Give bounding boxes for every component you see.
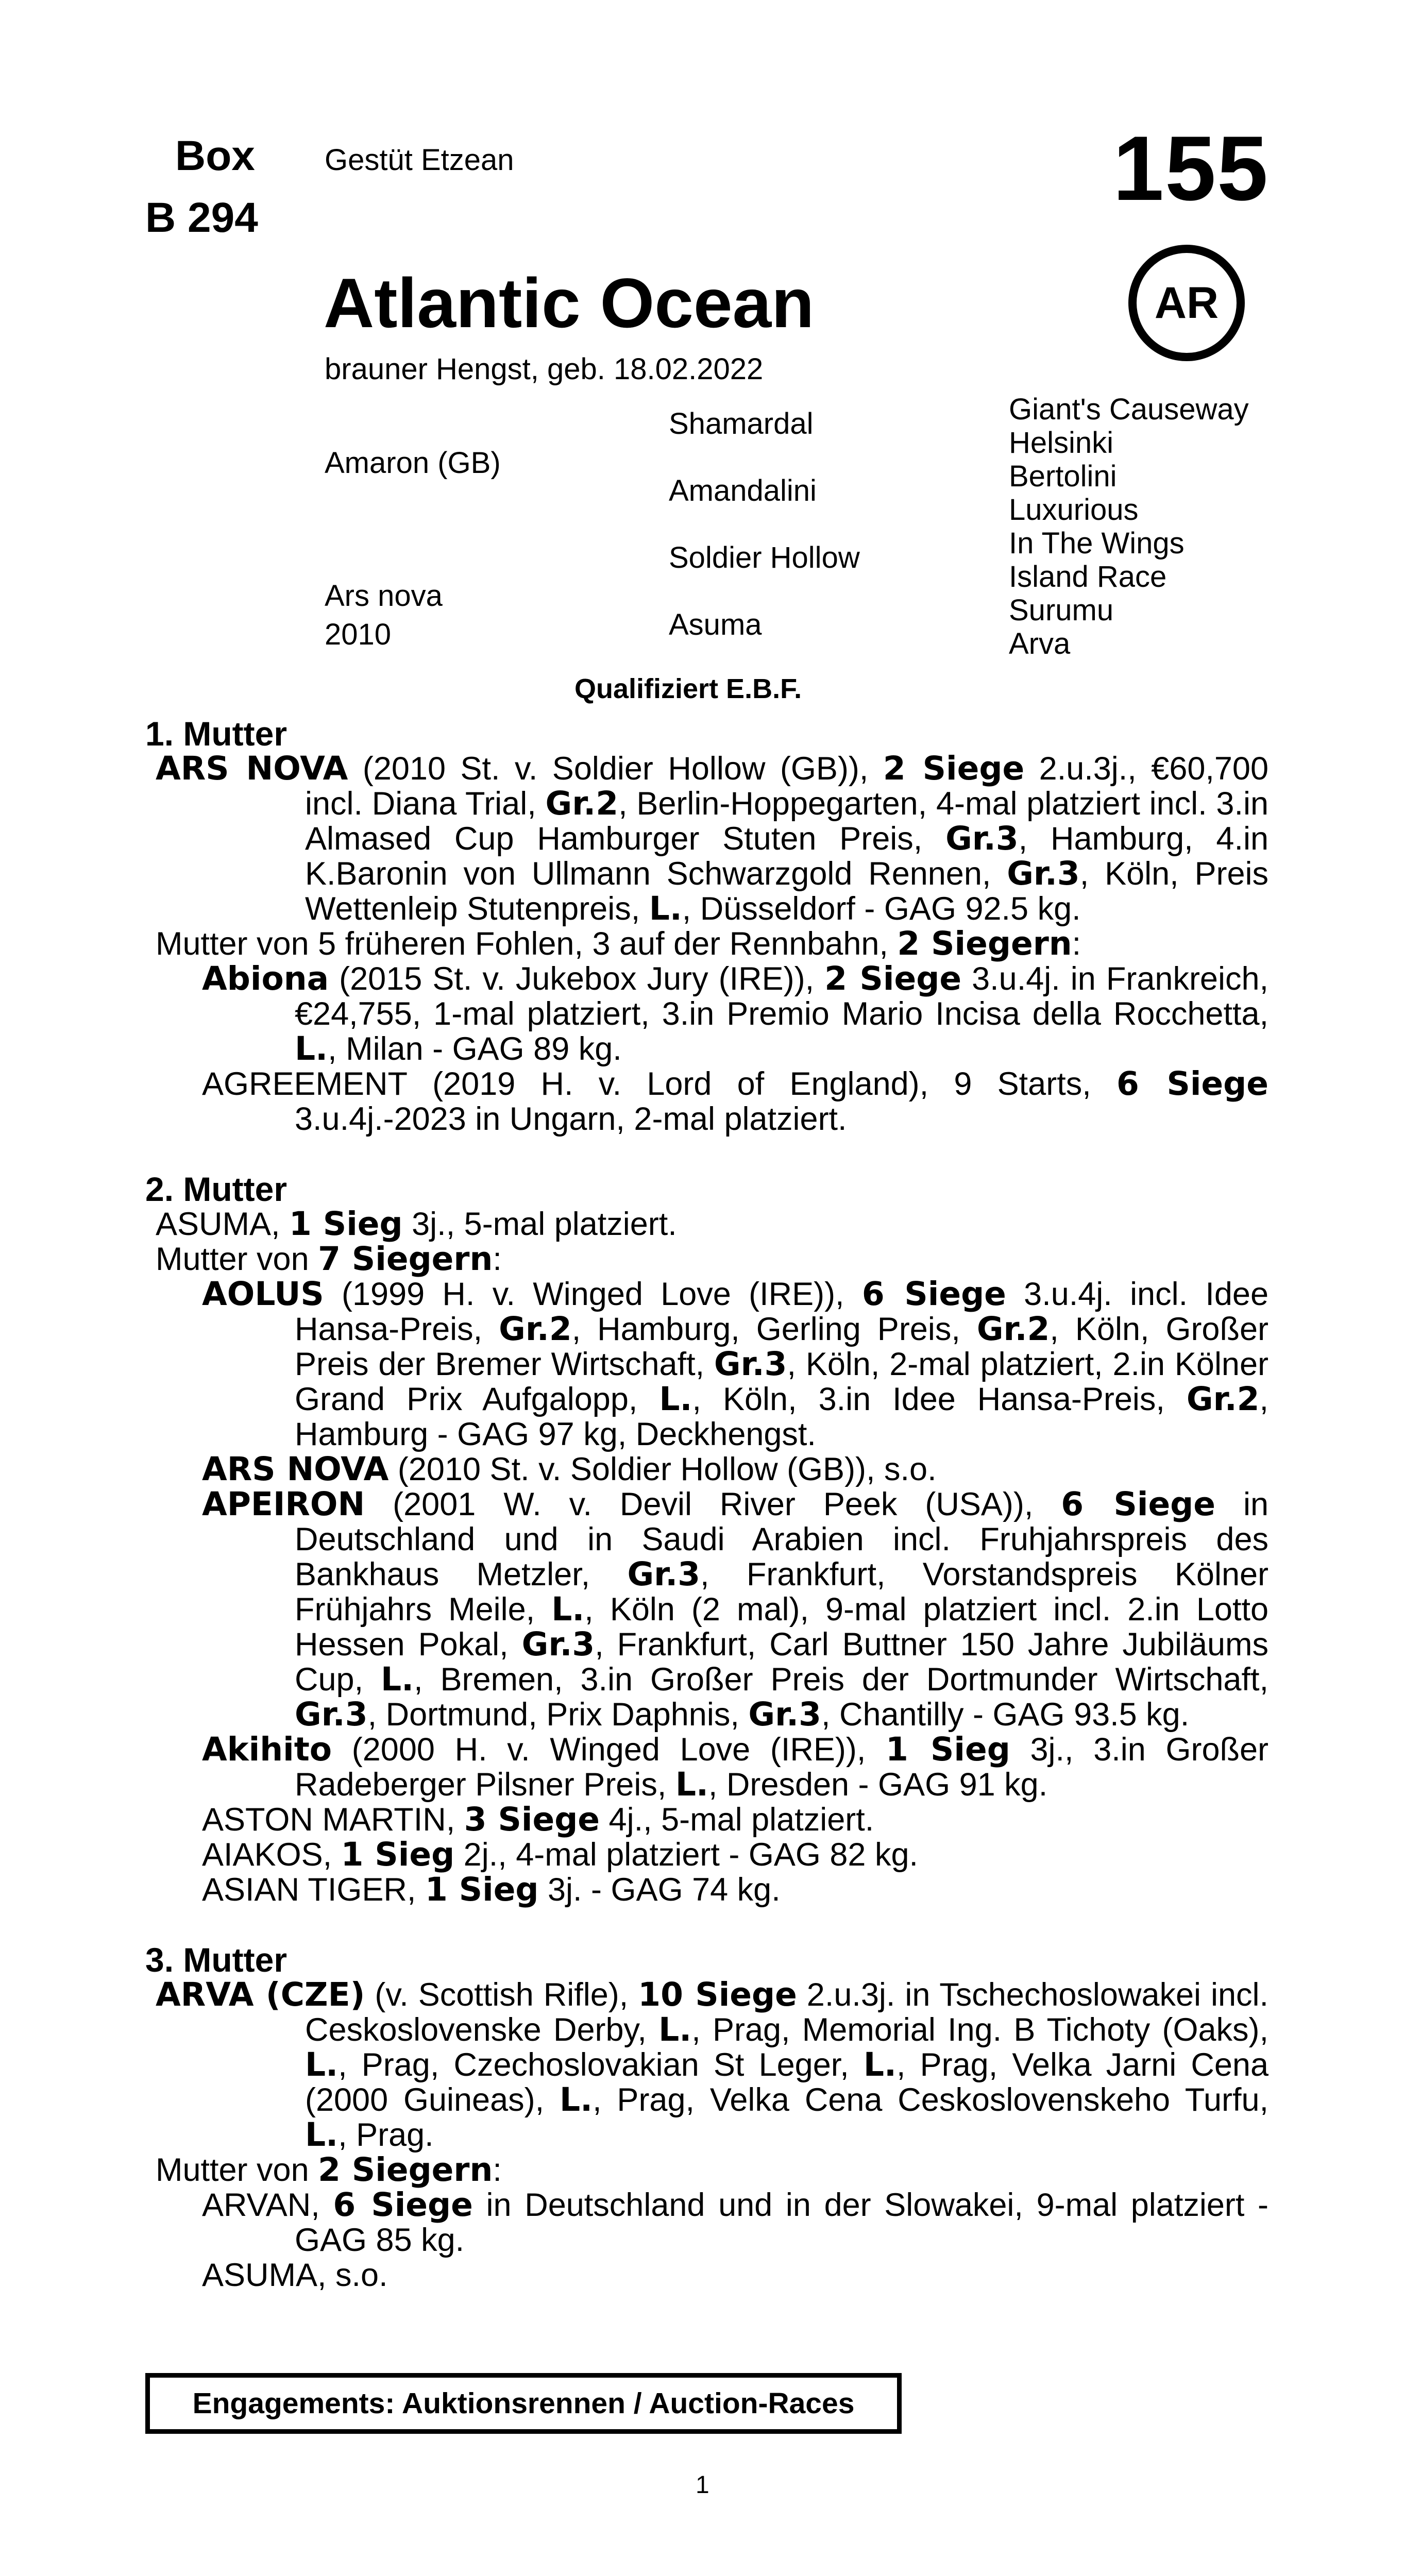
body-text: 2.u.3j. in Tschechoslowakei incl. Ceskoslovenske Derby,: [305, 1977, 1269, 2048]
pedigree-g3-5: In The Wings: [1009, 527, 1185, 560]
emphasis-text: ARS NOVA: [202, 1450, 389, 1488]
body-text: , Hamburg, Gerling Preis,: [571, 1311, 977, 1347]
pedigree-dam-dam: Asuma: [669, 608, 762, 641]
body-text: ARVAN,: [202, 2187, 333, 2223]
emphasis-text: Gr.3: [295, 1696, 368, 1733]
body-text: , Köln, Preis Wettenleip Stutenpreis,: [305, 856, 1268, 927]
horse-description: brauner Hengst, geb. 18.02.2022: [325, 352, 764, 386]
body-text: 2j., 4-mal platziert - GAG 82 kg.: [454, 1837, 918, 1873]
emphasis-text: Gr.2: [1186, 1380, 1260, 1418]
emphasis-text: 2 Siegern: [897, 925, 1072, 962]
race-record-entry: [145, 2188, 1268, 2258]
breeder: Gestüt Etzean: [325, 143, 514, 177]
emphasis-text: 2 Siege: [824, 960, 962, 997]
family-sections: [145, 716, 1268, 2293]
section-heading: 1. Mutter: [145, 715, 287, 753]
lot-number: 155: [1113, 117, 1269, 219]
emphasis-text: Gr.2: [976, 1310, 1050, 1348]
emphasis-text: Gr.3: [748, 1696, 821, 1733]
emphasis-text: Gr.3: [627, 1555, 701, 1593]
emphasis-text: 2 Siege: [883, 750, 1025, 787]
emphasis-text: L.: [658, 2011, 692, 2048]
body-text: , Prag, Velka Jarni Cena (2000 Guineas),: [305, 2047, 1268, 2118]
race-record-entry: [145, 961, 1268, 1066]
emphasis-text: 10 Siege: [638, 1976, 797, 2013]
body-text: , Prag.: [338, 2117, 434, 2153]
section-spacer: [145, 1137, 1268, 1172]
emphasis-text: L.: [551, 1590, 585, 1628]
body-text: :: [493, 2152, 502, 2188]
emphasis-text: Gr.2: [545, 785, 619, 822]
offspring-summary: [145, 1242, 1268, 1277]
emphasis-text: Akihito: [202, 1731, 332, 1768]
offspring-summary: [145, 1207, 1268, 1242]
body-text: 2.u.3j., €60,700 incl. Diana Trial,: [305, 751, 1269, 822]
body-text: AGREEMENT (2019 H. v. Lord of England), 9 Starts,: [202, 1066, 1117, 1102]
body-text: , Chantilly - GAG 93.5 kg.: [821, 1697, 1190, 1733]
emphasis-text: Abiona: [202, 960, 329, 997]
body-text: (2015 St. v. Jukebox Jury (IRE)),: [329, 961, 825, 997]
body-text: (2001 W. v. Devil River Peek (USA)),: [365, 1486, 1061, 1522]
race-record-entry: [145, 1732, 1268, 1802]
body-text: , Bremen, 3.in Großer Preis der Dortmunder Wirtschaft,: [414, 1662, 1268, 1698]
pedigree-g3-6: Island Race: [1009, 560, 1167, 594]
offspring-summary: [145, 2153, 1268, 2188]
body-text: :: [1072, 926, 1081, 962]
emphasis-text: Gr.3: [1007, 855, 1080, 892]
pedigree-g3-3: Bertolini: [1009, 460, 1117, 493]
emphasis-text: 2 Siegern: [318, 2151, 493, 2189]
body-text: Mutter von: [156, 1241, 318, 1277]
pedigree-third-gen: [1009, 393, 1249, 660]
emphasis-text: Gr.3: [945, 820, 1019, 857]
pedigree-g3-4: Luxurious: [1009, 493, 1139, 527]
emphasis-text: ARS NOVA: [156, 750, 348, 787]
pedigree-sire-sire: Shamardal: [669, 407, 814, 440]
body-text: (2000 H. v. Winged Love (IRE)),: [332, 1732, 886, 1768]
body-text: , Köln, 2-mal platziert, 2.in Kölner Grand Prix Aufgalopp,: [295, 1346, 1268, 1417]
body-text: , Berlin-Hoppegarten, 4-mal platziert incl. 3.in Almased Cup Hamburger Stuten Preis,: [305, 786, 1268, 857]
body-text: , Prag, Memorial Ing. B Tichoty (Oaks),: [691, 2012, 1268, 2048]
body-text: , Frankfurt, Vorstandspreis Kölner Frühjahrs Meile,: [295, 1556, 1268, 1628]
emphasis-text: 6 Siege: [333, 2186, 473, 2224]
race-record-entry: [145, 1452, 1268, 1487]
race-record-entry: [145, 1977, 1268, 2153]
emphasis-text: 6 Siege: [1116, 1065, 1268, 1103]
pedigree-sire-dam: Amandalini: [669, 474, 817, 507]
emphasis-text: Gr.3: [714, 1345, 787, 1383]
body-text: , Hamburg - GAG 97 kg, Deckhengst.: [295, 1381, 1268, 1452]
pedigree-sire: Amaron (GB): [325, 446, 501, 480]
body-text: 3j., 5-mal platziert.: [402, 1206, 677, 1242]
emphasis-text: 3 Siege: [464, 1801, 600, 1838]
body-text: ASTON MARTIN,: [202, 1802, 464, 1838]
pedigree-dam: Ars nova: [325, 579, 443, 613]
body-text: 3.u.4j. in Frankreich, €24,755, 1-mal platziert, 3.in Premio Mario Incisa della Rocchetta,: [295, 961, 1268, 1032]
horse-name: Atlantic Ocean: [324, 264, 815, 342]
body-text: (2010 St. v. Soldier Hollow (GB)), s.o.: [388, 1451, 937, 1487]
body-text: , Frankfurt, Carl Buttner 150 Jahre Jubiläums Cup,: [295, 1626, 1269, 1698]
race-record-entry: [145, 751, 1268, 926]
page-number: 1: [696, 2471, 709, 2499]
body-text: , Köln (2 mal), 9-mal platziert incl. 2.in Lotto Hessen Pokal,: [295, 1591, 1268, 1663]
body-text: ASUMA,: [156, 1206, 290, 1242]
body-text: , Düsseldorf - GAG 92.5 kg.: [682, 891, 1081, 927]
emphasis-text: L.: [305, 2116, 339, 2154]
pedigree-g3-2: Helsinki: [1009, 426, 1114, 460]
emphasis-text: L.: [559, 2081, 593, 2119]
pedigree-dam-year: 2010: [325, 618, 392, 651]
emphasis-text: L.: [295, 1030, 328, 1067]
race-record-entry: [145, 1872, 1268, 1907]
pedigree-g3-7: Surumu: [1009, 594, 1114, 627]
race-record-entry: [145, 2258, 1268, 2293]
body-text: , Prag, Velka Cena Ceskoslovenskeho Turfu,: [593, 2082, 1269, 2118]
emphasis-text: L.: [649, 890, 682, 927]
box-number: B 294: [145, 194, 258, 241]
body-text: (1999 H. v. Winged Love (IRE)),: [324, 1276, 862, 1312]
emphasis-text: 1 Sieg: [341, 1836, 455, 1873]
body-text: ASUMA, s.o.: [202, 2257, 388, 2293]
body-text: in Deutschland und in der Slowakei, 9-mal platziert - GAG 85 kg.: [295, 2187, 1268, 2258]
emphasis-text: 6 Siege: [861, 1275, 1006, 1313]
body-text: :: [493, 1241, 502, 1277]
race-record-entry: [145, 1277, 1268, 1452]
body-text: (2010 St. v. Soldier Hollow (GB)),: [348, 751, 883, 787]
ar-badge: [1128, 245, 1245, 361]
emphasis-text: L.: [381, 1660, 414, 1698]
ar-badge-label: AR: [1154, 278, 1219, 328]
section-spacer: [145, 1907, 1268, 1942]
race-record-entry: [145, 1802, 1268, 1837]
emphasis-text: L.: [675, 1766, 708, 1803]
emphasis-text: 1 Sieg: [425, 1871, 539, 1908]
emphasis-text: ARVA (CZE): [156, 1976, 365, 2013]
body-text: , Dortmund, Prix Daphnis,: [367, 1697, 749, 1733]
body-text: 3j., 3.in Großer Radeberger Pilsner Preis,: [295, 1732, 1268, 1803]
pedigree-dam-sire: Soldier Hollow: [669, 541, 860, 574]
race-record-entry: [145, 1066, 1268, 1137]
body-text: , Prag, Czechoslovakian St Leger,: [338, 2047, 864, 2083]
emphasis-text: Gr.2: [499, 1310, 572, 1348]
race-record-entry: [145, 1837, 1268, 1872]
body-text: (v. Scottish Rifle),: [365, 1977, 638, 2013]
box-label: Box: [175, 132, 255, 179]
engagements-box: [145, 2373, 902, 2434]
offspring-summary: [145, 926, 1268, 961]
body-text: Mutter von 5 früheren Fohlen, 3 auf der Rennbahn,: [156, 926, 898, 962]
emphasis-text: 7 Siegern: [318, 1240, 493, 1278]
body-text: , Köln, Großer Preis der Bremer Wirtschaft,: [295, 1311, 1268, 1382]
pedigree-g3-8: Arva: [1009, 627, 1071, 660]
emphasis-text: L.: [863, 2046, 896, 2083]
emphasis-text: AOLUS: [202, 1275, 324, 1313]
section-heading: 3. Mutter: [145, 1941, 287, 1979]
engagements-text: Engagements: Auktionsrennen / Auction-Races: [192, 2387, 855, 2420]
body-text: 3.u.4j. incl. Idee Hansa-Preis,: [295, 1276, 1268, 1347]
body-text: 4j., 5-mal platziert.: [600, 1802, 874, 1838]
section-heading: 2. Mutter: [145, 1170, 287, 1208]
emphasis-text: 1 Sieg: [886, 1731, 1010, 1768]
body-text: , Dresden - GAG 91 kg.: [708, 1767, 1048, 1803]
body-text: 3.u.4j.-2023 in Ungarn, 2-mal platziert.: [295, 1101, 847, 1137]
body-text: , Hamburg, 4.in K.Baronin von Ullmann Schwarzgold Rennen,: [305, 821, 1269, 892]
race-record-entry: [145, 1487, 1268, 1732]
emphasis-text: 1 Sieg: [289, 1205, 403, 1243]
body-text: Mutter von: [156, 2152, 318, 2188]
emphasis-text: L.: [659, 1380, 692, 1418]
emphasis-text: Gr.3: [521, 1625, 595, 1663]
emphasis-text: 6 Siege: [1061, 1485, 1216, 1523]
pedigree-g3-1: Giant's Causeway: [1009, 393, 1249, 426]
body-text: 3j. - GAG 74 kg.: [538, 1872, 781, 1908]
emphasis-text: APEIRON: [202, 1485, 365, 1523]
body-text: , Milan - GAG 89 kg.: [328, 1031, 622, 1067]
body-text: ASIAN TIGER,: [202, 1872, 425, 1908]
qualification: Qualifiziert E.B.F.: [574, 673, 802, 704]
body-text: AIAKOS,: [202, 1837, 341, 1873]
body-text: , Köln, 3.in Idee Hansa-Preis,: [692, 1381, 1187, 1417]
body-text: in Deutschland und in Saudi Arabien incl. Fruhjahrspreis des Bankhaus Metzler,: [295, 1486, 1268, 1592]
emphasis-text: L.: [305, 2046, 339, 2083]
